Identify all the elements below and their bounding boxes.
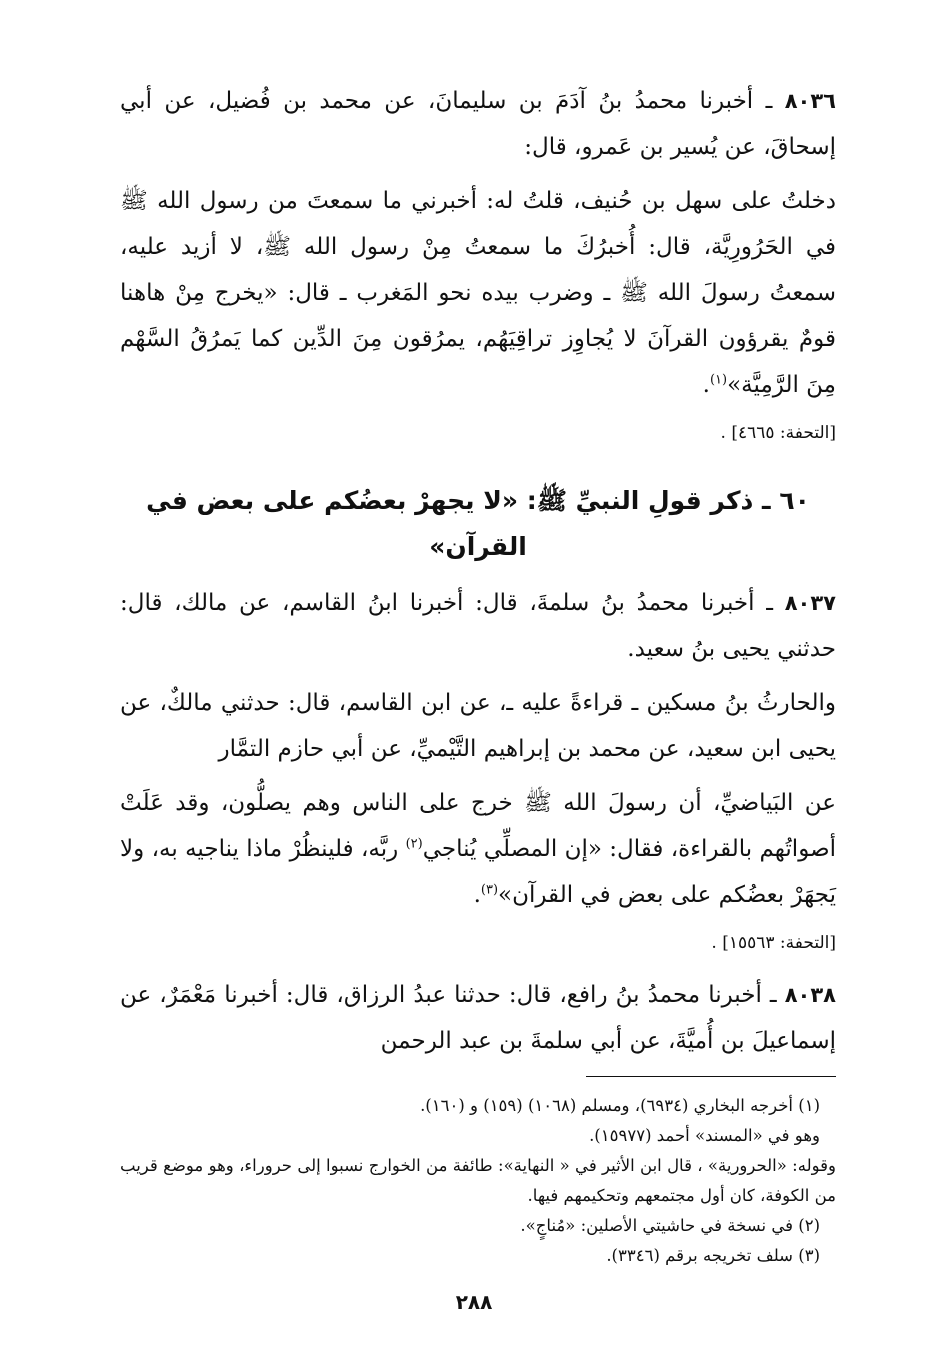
footnote-ref[interactable]: (٣) bbox=[480, 882, 499, 898]
hadith-8036-isnad bbox=[120, 78, 836, 170]
footnote-1: (١) أخرجه البخاري (٦٩٣٤)، ومسلم (١٠٦٨) (١٥٩) و (١٦٠). bbox=[420, 1096, 820, 1115]
footnote-divider bbox=[586, 1076, 836, 1077]
matn-text: عن البَياضيِّ، أن رسولَ الله ﷺ خرج على الناس وهم يصلُّون، وقد عَلَتْ أصواتُهم بالقراءة، فقال: «إن المصلِّي يُناجي bbox=[120, 790, 836, 862]
footnote-1-note: وقوله: «الحرورية» ، قال ابن الأثير في « النهاية»: طائفة من الخوارج نسبوا إلى حروراء، وهو موضع قريب من الكوفة، كان أول مجتمعهم وتحكيمهم فيها. bbox=[120, 1156, 836, 1205]
isnad-text: ـ أخبرنا محمدُ بنُ سلمةَ، قال: أخبرنا ابنُ القاسم، عن مالك، قال: حدثني يحيى بنُ سعيد. bbox=[120, 590, 836, 662]
footnotes bbox=[120, 1091, 836, 1271]
footnote-ref[interactable]: (١) bbox=[709, 372, 728, 388]
hadith-8037-isnad-2: والحارثُ بنُ مسكين ـ قراءةً عليه ـ، عن ابن القاسم، قال: حدثني مالكٌ، عن يحيى ابن سعيد، عن محمد بن إبراهيم التَّيْميِّ، عن أبي حازم التمَّار bbox=[120, 690, 836, 762]
footnote-2: (٢) في نسخة في حاشيتي الأصلين: «مُناجٍ». bbox=[520, 1216, 820, 1235]
hadith-number: ٨٠٣٧ bbox=[784, 591, 836, 615]
hadith-number: ٨٠٣٦ bbox=[784, 89, 836, 113]
isnad-text: ـ أخبرنا محمدُ بنُ رافع، قال: حدثنا عبدُ الرزاق، قال: أخبرنا مَعْمَرٌ، عن إسماعيلَ بن أُميَّةَ، عن أبي سلمةَ بن عبد الرحمن bbox=[120, 982, 836, 1054]
tuhfa-ref: [التحفة: ١٥٥٦٣] . bbox=[711, 933, 836, 953]
page-body bbox=[120, 78, 836, 1271]
sentence-end: . bbox=[702, 372, 710, 398]
matn-text-cont: ربَّه، فلينظُرْ ماذا يناجيه به، ولا يَجهَرْ بعضُكم على بعض في القرآن» bbox=[120, 836, 836, 908]
hadith-8037-matn bbox=[120, 780, 836, 918]
hadith-number: ٨٠٣٨ bbox=[784, 983, 836, 1007]
footnote-ref[interactable]: (٢) bbox=[405, 836, 423, 852]
page-number: ٢٨٨ bbox=[455, 1290, 493, 1314]
footnote-1-cont: وهو في «المسند» أحمد (١٥٩٧٧). bbox=[589, 1126, 820, 1145]
hadith-8036-matn bbox=[120, 178, 836, 408]
sentence-end: . bbox=[473, 882, 481, 908]
hadith-8037-isnad bbox=[120, 580, 836, 672]
isnad-text: ـ أخبرنا محمدُ بنُ آدَمَ بن سليمانَ، عن محمد بن فُضيل، عن أبي إسحاقَ، عن يُسير بن عَمرو، قال: bbox=[120, 88, 836, 160]
hadith-8038-isnad bbox=[120, 972, 836, 1064]
section-heading: ٦٠ ـ ذكر قولِ النبيِّ ﷺ: «لا يجهرْ بعضُكم على بعض في القرآن» bbox=[146, 486, 810, 561]
footnote-3: (٣) سلف تخريجه برقم (٣٣٤٦). bbox=[606, 1246, 820, 1265]
matn-text: دخلتُ على سهل بن حُنيف، قلتُ له: أخبرني ما سمعتَ من رسول الله ﷺ في الحَرُورِيَّة، قال: أُخبرُكَ ما سمعتُ مِنْ رسول الله ﷺ، لا أزيد عليه، سمعتُ رسولَ الله ﷺ ـ وضرب بيده نحو المَغرب ـ قال: «يخرج مِنْ هاهنا قومٌ يقرؤون القرآنَ لا يُجاوِز تراقِيَهُم، يمرُقون مِنَ الدِّين كما يَمرُقُ السَّهْم مِنَ الرَّمِيَّة» bbox=[120, 188, 836, 398]
tuhfa-ref: [التحفة: ٤٦٦٥] . bbox=[720, 423, 836, 443]
